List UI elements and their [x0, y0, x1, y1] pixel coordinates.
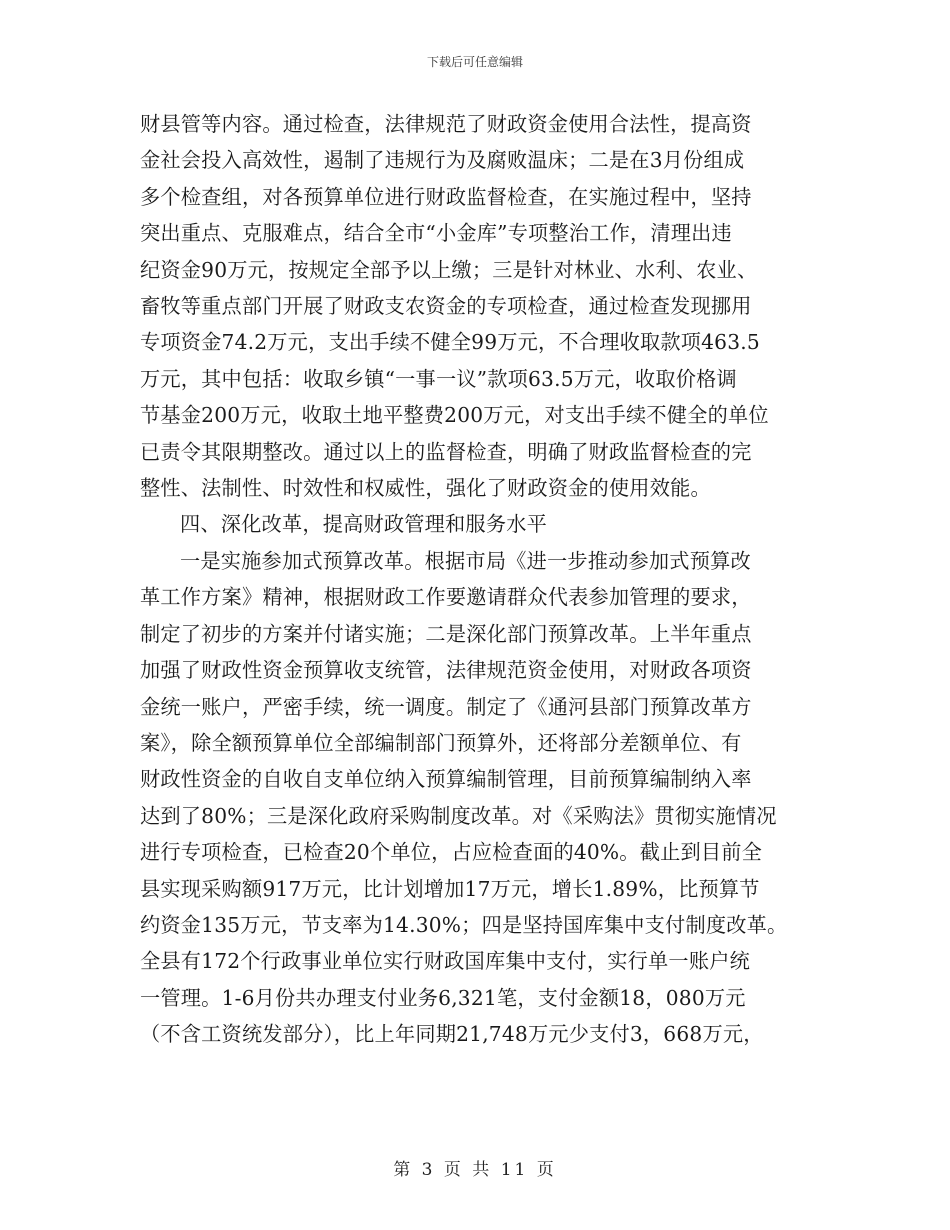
text-line: 突出重点、克服难点，结合全市“小金库”专项整治工作，清理出违 — [140, 221, 732, 246]
text-line: 节基金200万元，收取土地平整费200万元，对支出手续不健全的单位 — [140, 403, 769, 428]
text-line: 金社会投入高效性，遏制了违规行为及腐败温床；二是在3月份组成 — [140, 148, 745, 173]
text-line: 制定了初步的方案并付诸实施；二是深化部门预算改革。上半年重点 — [140, 621, 752, 646]
page-footer: 第 3 页 共 11 页 — [393, 1160, 557, 1180]
text-line: （不含工资统发部分），比上年同期21,748万元少支付3，668万元， — [140, 1022, 764, 1047]
text-line: 一管理。1-6月份共办理支付业务6,321笔，支付金额18，080万元 — [140, 985, 746, 1010]
header-note: 下载后可任意编辑 — [426, 55, 523, 69]
text-line: 约资金135万元，节支率为14.30%；四是坚持国库集中支付制度改革。 — [140, 912, 788, 937]
text-line: 已责令其限期整改。通过以上的监督检查，明确了财政监督检查的完 — [140, 439, 752, 464]
text-line: 纪资金90万元，按规定全部予以上缴；三是针对林业、水利、农业、 — [140, 257, 758, 282]
text-line: 案》，除全额预算单位全部编制部门预算外，还将部分差额单位、有 — [140, 730, 742, 755]
text-line: 革工作方案》精神，根据财政工作要邀请群众代表参加管理的要求， — [140, 585, 752, 610]
text-line: 县实现采购额917万元，比计划增加17万元，增长1.89%，比预算节 — [140, 876, 760, 901]
text-line: 加强了财政性资金预算收支统管，法律规范资金使用，对财政各项资 — [140, 658, 752, 683]
text-line: 财政性资金的自收自支单位纳入预算编制管理，目前预算编制纳入率 — [140, 767, 752, 792]
text-line: 进行专项检查，已检查20个单位，占应检查面的40%。截止到目前全 — [140, 840, 763, 865]
text-line: 整性、法制性、时效性和权威性，强化了财政资金的使用效能。 — [140, 476, 711, 501]
text-line: 一是实施参加式预算改革。根据市局《进一步推动参加式预算改 — [180, 548, 751, 573]
text-line: 全县有172个行政事业单位实行财政国库集中支付，实行单一账户统 — [140, 949, 750, 974]
text-line: 畜牧等重点部门开展了财政支农资金的专项检查，通过检查发现挪用 — [140, 294, 752, 319]
text-line: 万元，其中包括：收取乡镇“一事一议”款项63.5万元，收取价格调 — [140, 366, 737, 391]
text-line: 达到了80%；三是深化政府采购制度改革。对《采购法》贯彻实施情况 — [140, 803, 777, 828]
text-line: 四、深化改革，提高财政管理和服务水平 — [180, 512, 547, 537]
body-text — [140, 106, 812, 1053]
text-line: 金统一账户，严密手续，统一调度。制定了《通河县部门预算改革方 — [140, 694, 752, 719]
text-line: 专项资金74.2万元，支出手续不健全99万元，不合理收取款项463.5 — [140, 330, 760, 355]
text-line: 财县管等内容。通过检查，法律规范了财政资金使用合法性，提高资 — [140, 112, 752, 136]
text-line: 多个检查组，对各预算单位进行财政监督检查，在实施过程中，坚持 — [140, 184, 752, 209]
